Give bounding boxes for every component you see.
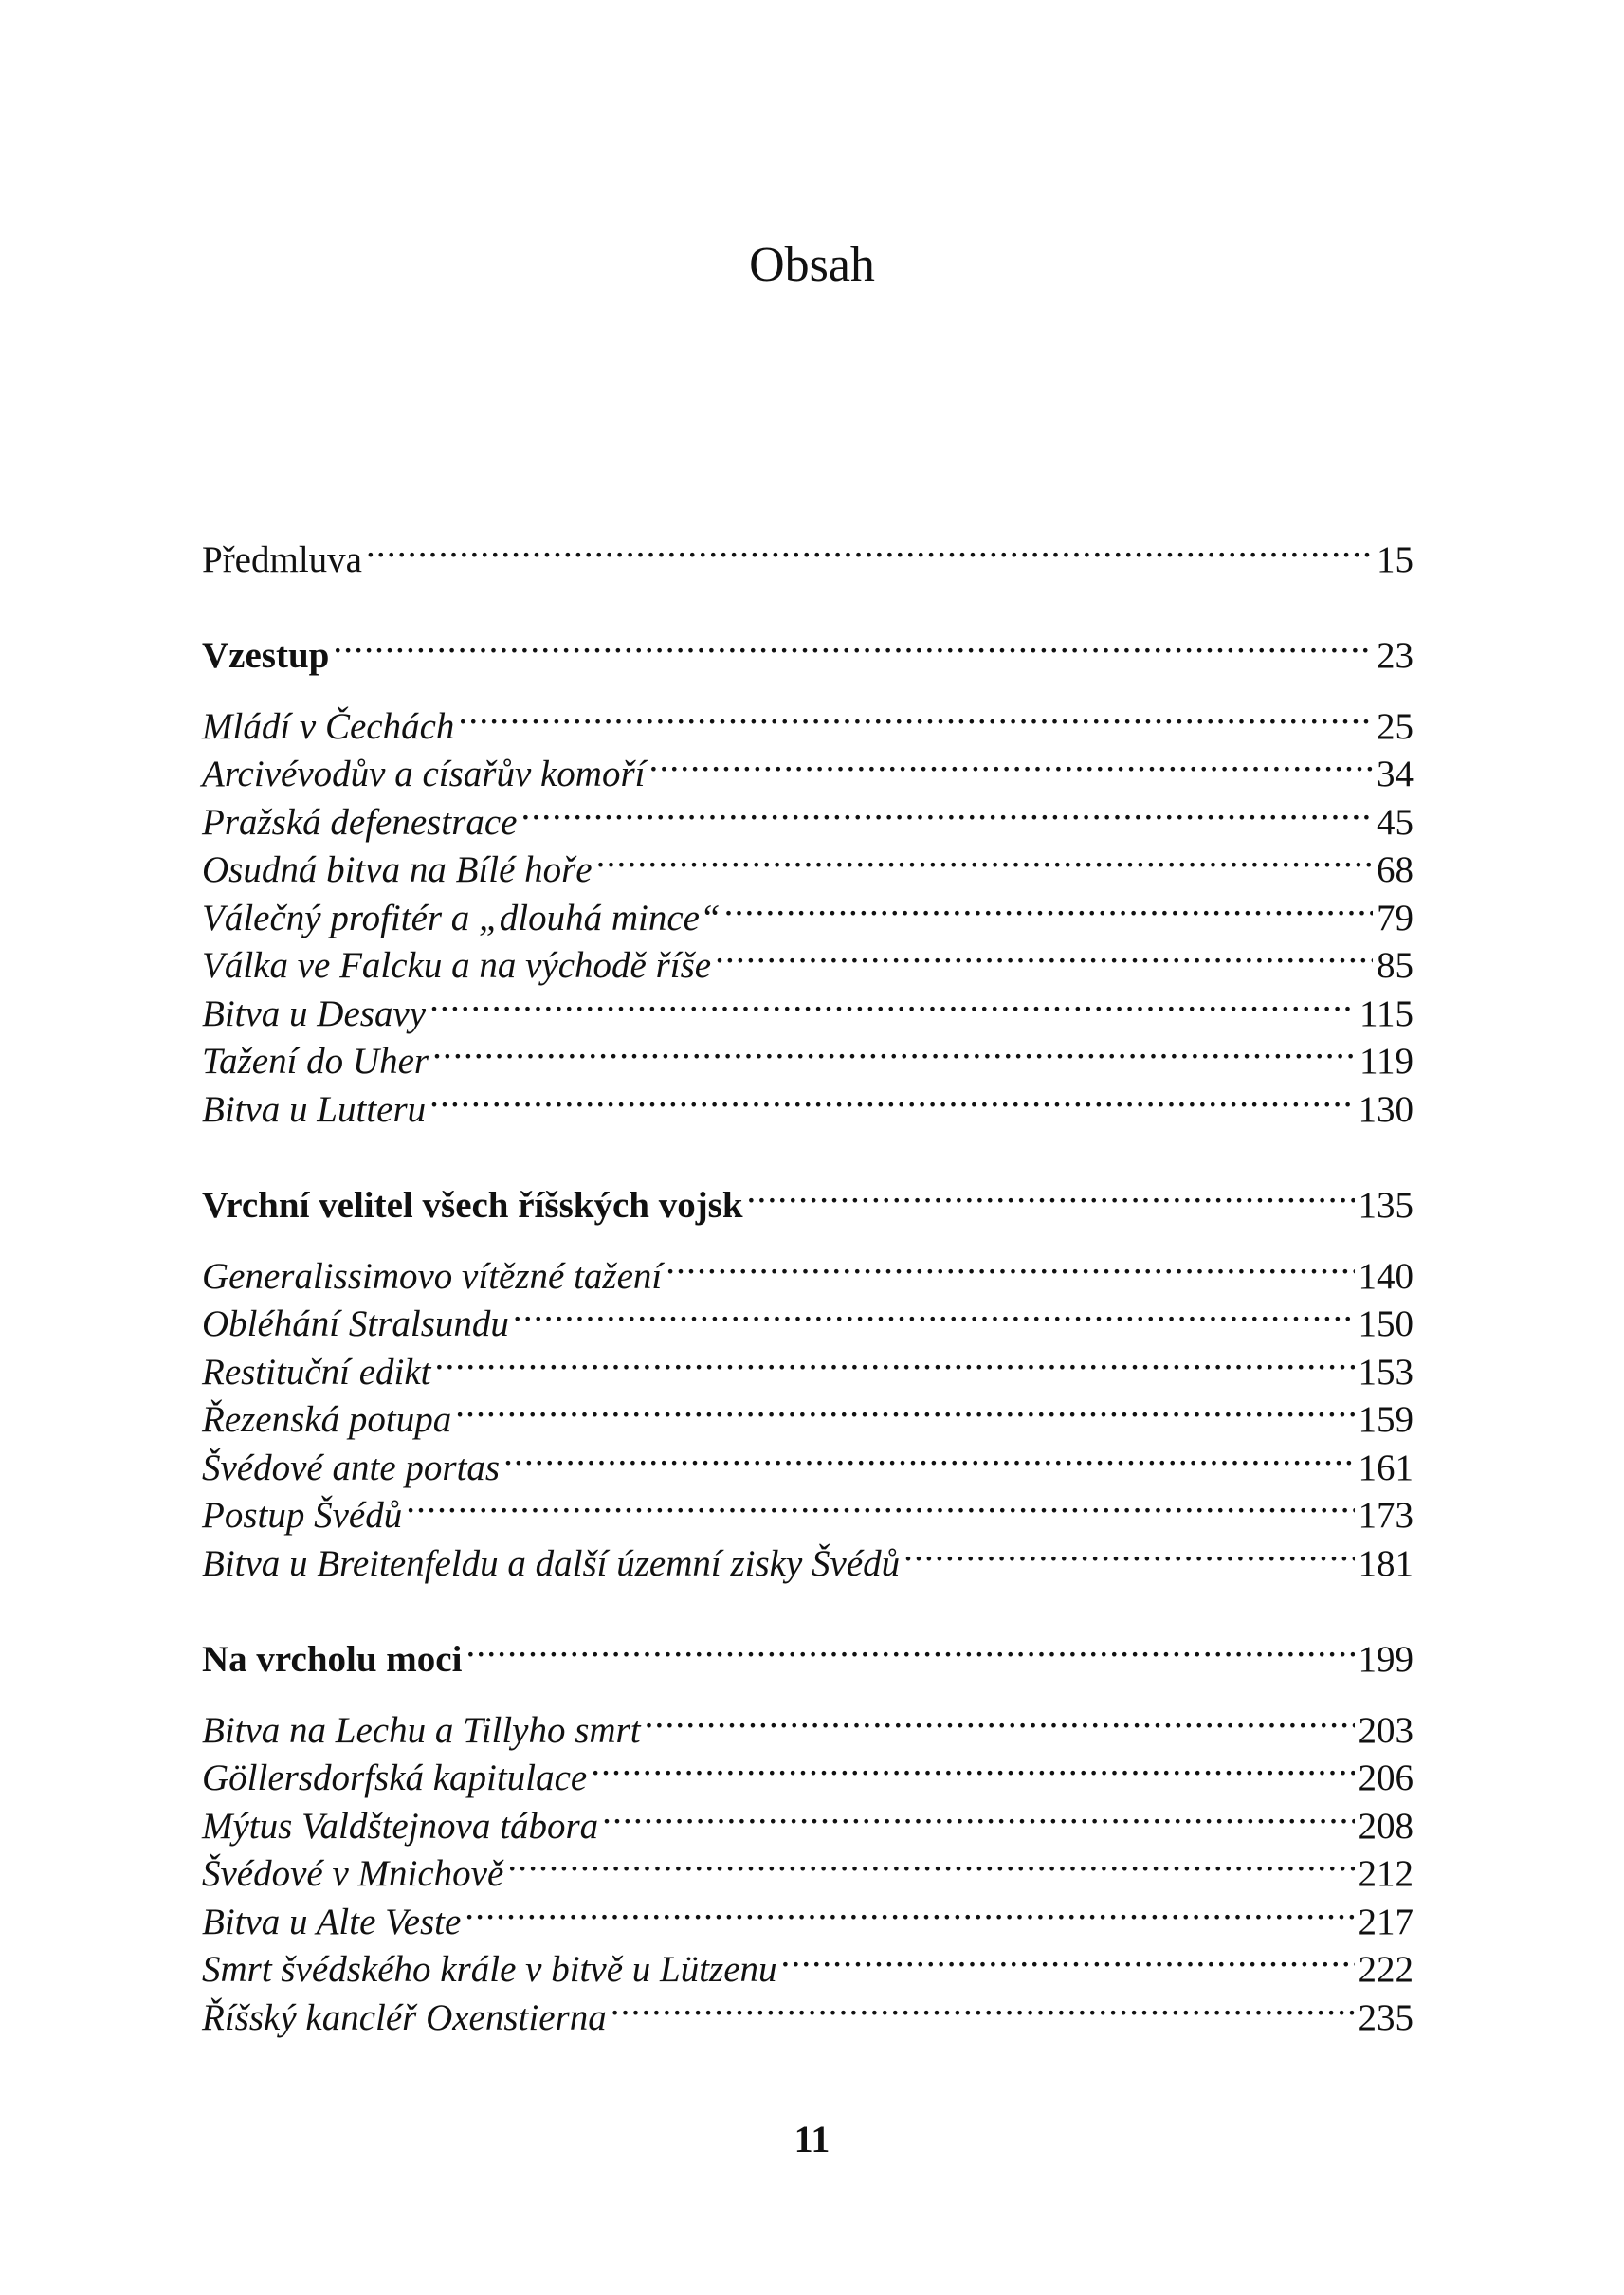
dot-leader bbox=[455, 1384, 1354, 1432]
toc-page-number: 181 bbox=[1358, 1542, 1414, 1584]
toc-chapter-title: Bitva u Desavy bbox=[202, 993, 427, 1034]
toc-page-number: 15 bbox=[1377, 538, 1414, 580]
toc-chapter-title: Mýtus Valdštejnova tábora bbox=[202, 1805, 599, 1847]
toc-page-number: 119 bbox=[1359, 1041, 1414, 1082]
dot-leader bbox=[429, 977, 1356, 1026]
toc-page-number: 23 bbox=[1377, 635, 1414, 676]
toc-chapter-title: Válka ve Falcku a na východě říše bbox=[202, 945, 712, 986]
toc-page-number: 217 bbox=[1358, 1901, 1414, 1942]
toc-chapter-title: Bitva u Lutteru bbox=[202, 1088, 427, 1130]
toc-chapter-title: Říšský kancléř Oxenstierna bbox=[202, 1996, 607, 2038]
page-number: 11 bbox=[794, 2118, 830, 2160]
dot-leader bbox=[503, 1431, 1354, 1480]
toc-chapter-title: Bitva u Alte Veste bbox=[202, 1901, 462, 1942]
dot-leader bbox=[666, 1240, 1354, 1288]
table-of-contents bbox=[202, 523, 1414, 2038]
toc-chapter-title: Göllersdorfská kapitulace bbox=[202, 1758, 588, 1798]
toc-page-number: 85 bbox=[1377, 945, 1414, 986]
toc-part-title: Na vrcholu moci bbox=[202, 1639, 463, 1680]
toc-part-heading bbox=[202, 1624, 1414, 1680]
toc-page-number: 135 bbox=[1358, 1185, 1414, 1226]
toc-chapter-title: Pražská defenestrace bbox=[202, 801, 518, 843]
toc-entry-title: Předmluva bbox=[202, 538, 362, 580]
toc-page-number: 206 bbox=[1358, 1758, 1414, 1798]
dot-leader bbox=[429, 1073, 1354, 1121]
dot-leader bbox=[715, 930, 1373, 978]
dot-leader bbox=[521, 786, 1374, 834]
dot-leader bbox=[602, 1790, 1354, 1838]
toc-page-number: 222 bbox=[1358, 1949, 1414, 1990]
dot-leader bbox=[591, 1742, 1354, 1791]
toc-chapter-title: Arcivévodův a císařův komoří bbox=[202, 754, 646, 794]
toc-chapter-title: Válečný profitér a „dlouhá mince“ bbox=[202, 897, 721, 938]
toc-page-number: 140 bbox=[1358, 1255, 1414, 1297]
toc-chapter-entry bbox=[202, 1240, 1414, 1297]
toc-chapter-title: Švédové ante portas bbox=[202, 1447, 501, 1488]
toc-page-number: 235 bbox=[1358, 1996, 1414, 2038]
toc-page-number: 173 bbox=[1358, 1495, 1414, 1536]
toc-page-number: 68 bbox=[1377, 849, 1414, 890]
toc-page-number: 45 bbox=[1377, 801, 1414, 843]
toc-chapter-title: Bitva u Breitenfeldu a další územní zisky Švédů bbox=[202, 1542, 901, 1584]
dot-leader bbox=[513, 1288, 1355, 1337]
dot-leader bbox=[406, 1480, 1354, 1528]
dot-leader bbox=[366, 523, 1373, 572]
toc-chapter-title: Řezenská potupa bbox=[202, 1399, 452, 1440]
toc-chapter-title: Mládí v Čechách bbox=[202, 705, 455, 747]
toc-chapter-title: Bitva na Lechu a Tillyho smrt bbox=[202, 1709, 641, 1751]
dot-leader bbox=[747, 1170, 1355, 1218]
page-title: Obsah bbox=[749, 238, 875, 292]
dot-leader bbox=[611, 1981, 1355, 2030]
dot-leader bbox=[465, 1885, 1354, 1934]
dot-leader bbox=[333, 620, 1373, 668]
toc-chapter-title: Smrt švédského krále v bitvě u Lützenu bbox=[202, 1949, 777, 1990]
toc-part-heading bbox=[202, 620, 1414, 676]
dot-leader bbox=[458, 690, 1373, 738]
dot-leader bbox=[596, 834, 1373, 883]
toc-chapter-entry bbox=[202, 690, 1414, 747]
toc-part-title: Vzestup bbox=[202, 635, 330, 676]
toc-chapter-title: Tažení do Uher bbox=[202, 1041, 429, 1082]
dot-leader bbox=[507, 1838, 1354, 1886]
toc-chapter-title: Restituční edikt bbox=[202, 1351, 431, 1393]
dot-leader bbox=[435, 1336, 1355, 1384]
toc-page-number: 161 bbox=[1358, 1447, 1414, 1488]
toc-page-number: 153 bbox=[1358, 1351, 1414, 1393]
toc-page-number: 115 bbox=[1359, 993, 1414, 1034]
toc-part-heading bbox=[202, 1170, 1414, 1226]
toc-chapter-title: Generalissimovo vítězné tažení bbox=[202, 1255, 663, 1297]
dot-leader bbox=[781, 1934, 1355, 1982]
toc-chapter-entry bbox=[202, 1694, 1414, 1751]
toc-chapter-title: Švédové v Mnichově bbox=[202, 1853, 504, 1894]
toc-page-number: 79 bbox=[1377, 897, 1414, 938]
toc-page-number: 130 bbox=[1358, 1088, 1414, 1130]
toc-page-number: 159 bbox=[1358, 1399, 1414, 1440]
toc-chapter-title: Obléhání Stralsundu bbox=[202, 1303, 509, 1344]
toc-chapter-title: Osudná bitva na Bílé hoře bbox=[202, 849, 593, 890]
toc-page-number: 25 bbox=[1377, 705, 1414, 747]
toc-page-number: 34 bbox=[1377, 754, 1414, 794]
dot-leader bbox=[724, 882, 1373, 930]
dot-leader bbox=[649, 738, 1374, 787]
toc-chapter-title: Postup Švédů bbox=[202, 1495, 403, 1536]
toc-page-number: 212 bbox=[1358, 1853, 1414, 1894]
dot-leader bbox=[465, 1624, 1354, 1672]
toc-page-number: 199 bbox=[1358, 1639, 1414, 1680]
toc-page-number: 208 bbox=[1358, 1805, 1414, 1847]
dot-leader bbox=[432, 1026, 1356, 1074]
toc-part-title: Vrchní velitel všech říšských vojsk bbox=[202, 1185, 743, 1226]
dot-leader bbox=[903, 1527, 1354, 1576]
toc-entry-preface bbox=[202, 523, 1414, 580]
toc-page-number: 150 bbox=[1358, 1303, 1414, 1344]
toc-page-number: 203 bbox=[1358, 1709, 1414, 1751]
dot-leader bbox=[645, 1694, 1355, 1742]
